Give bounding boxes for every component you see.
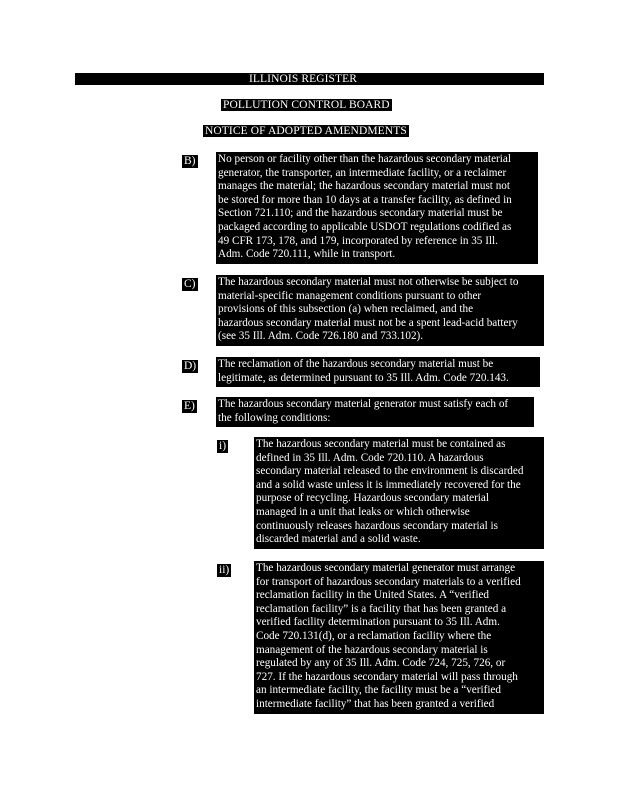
- item-label-e: E): [184, 400, 195, 412]
- subitem-i-text: [254, 437, 544, 549]
- item-label-c: C): [184, 278, 196, 290]
- notice-title: NOTICE OF ADOPTED AMENDMENTS: [205, 125, 407, 137]
- item-b-line: manages the material; the hazardous secondary material must not: [218, 180, 511, 193]
- subitem-i-line: purpose of recycling. Hazardous secondary material: [256, 492, 489, 505]
- subitem-i-line: discarded material and a solid waste.: [256, 533, 421, 546]
- subitem-ii-line: 727. If the hazardous secondary material will pass through: [256, 670, 518, 683]
- subitem-ii-line: an intermediate facility, the facility must be a “verified: [256, 684, 501, 697]
- item-d-line: legitimate, as determined pursuant to 35 Ill. Adm. Code 720.143.: [218, 371, 509, 384]
- subitem-ii-line: for transport of hazardous secondary materials to a verified: [256, 575, 521, 588]
- item-c-line: provisions of this subsection (a) when reclaimed, and the: [218, 303, 474, 316]
- item-c-line: (see 35 Ill. Adm. Code 726.180 and 733.102).: [218, 330, 424, 343]
- subitem-i-line: continuously releases hazardous secondary material is: [256, 519, 499, 532]
- item-d-text: [216, 357, 540, 387]
- item-c-line: hazardous secondary material must not be a spent lead-acid battery: [218, 316, 518, 329]
- item-d-line: The reclamation of the hazardous secondary material must be: [218, 358, 494, 370]
- subitem-ii-line: Code 720.131(d), or a reclamation facility where the: [256, 629, 492, 642]
- item-e-text: [216, 397, 534, 427]
- item-b-line: Section 721.110; and the hazardous secondary material must be: [218, 207, 503, 220]
- subitem-ii-line: intermediate facility” that has been granted a verified: [256, 697, 495, 710]
- subitem-i-line: and a solid waste unless it is immediately recovered for the: [256, 478, 521, 491]
- item-b-text: [216, 152, 538, 264]
- header-rule: [75, 73, 243, 85]
- item-c-text: [216, 275, 544, 346]
- item-label-d: D): [184, 360, 197, 372]
- subitem-ii-line: reclamation facility in the United States. A “verified: [256, 589, 489, 602]
- item-b-line: 49 CFR 173, 178, and 179, incorporated by reference in 35 Ill.: [218, 234, 498, 247]
- item-label-b: B): [184, 155, 196, 167]
- subitem-label-ii: ii): [219, 564, 230, 576]
- subitem-ii-text: [254, 561, 544, 714]
- subitem-ii-line: reclamation facility” is a facility that has been granted a: [256, 602, 507, 615]
- item-b-line: No person or facility other than the hazardous secondary material: [218, 153, 511, 165]
- board-title: POLLUTION CONTROL BOARD: [223, 99, 390, 111]
- item-c-line: The hazardous secondary material must not otherwise be subject to: [218, 276, 519, 288]
- subitem-label-i: i): [219, 440, 227, 452]
- subitem-ii-line: management of the hazardous secondary material is: [256, 643, 488, 656]
- item-e-line: The hazardous secondary material generator must satisfy each of: [218, 398, 509, 410]
- item-b-line: Adm. Code 720.111, while in transport.: [218, 248, 396, 261]
- subitem-i-line: The hazardous secondary material must be contained as: [256, 438, 506, 450]
- subitem-ii-line: regulated by any of 35 Ill. Adm. Code 724, 725, 726, or: [256, 657, 506, 670]
- item-b-line: generator, the transporter, an intermediate facility, or a reclaimer: [218, 166, 507, 179]
- subitem-i-line: managed in a unit that leaks or which otherwise: [256, 505, 470, 518]
- item-e-line: the following conditions:: [218, 411, 331, 424]
- subitem-i-line: secondary material released to the environment is discarded: [256, 465, 524, 478]
- subitem-i-line: defined in 35 Ill. Adm. Code 720.110. A hazardous: [256, 451, 484, 464]
- item-b-line: packaged according to applicable USDOT regulations codified as: [218, 220, 512, 233]
- item-c-line: material-specific management conditions pursuant to other: [218, 289, 482, 302]
- subitem-ii-line: The hazardous secondary material generator must arrange: [256, 562, 516, 574]
- subitem-ii-line: verified facility determination pursuant to 35 Ill. Adm.: [256, 616, 500, 629]
- register-title: ILLINOIS REGISTER: [243, 73, 544, 85]
- item-b-line: be stored for more than 10 days at a transfer facility, as defined in: [218, 193, 512, 206]
